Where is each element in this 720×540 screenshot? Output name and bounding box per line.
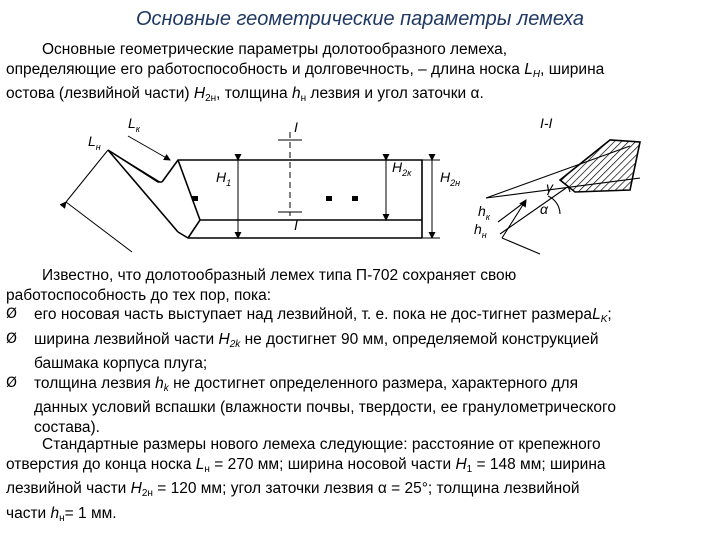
share-outline [108, 150, 422, 238]
label-h2n: $H_{2н}$ [440, 169, 461, 188]
standard-line-1: Стандартные размеры нового лемеха следующие: расстояние от крепежного [42, 436, 601, 453]
std-text-6: = 120 мм; угол заточки лезвия [152, 480, 378, 497]
label-h-k: $h_к$ [478, 203, 491, 222]
std-var-h2n: H [130, 480, 142, 497]
std-var-hn-sub: н [59, 512, 65, 524]
known-line-2: работоспособность до тех пор, пока: [6, 286, 272, 304]
std-text-7: = 25°; толщина лезвийной [386, 480, 580, 497]
known-line-1: Известно, что долотообразный лемех типа П-702 сохраняет свою [42, 267, 517, 284]
conditions-list [6, 305, 714, 437]
intro-line-1 [6, 40, 714, 60]
b1-var: L [592, 306, 601, 323]
standard-line-2 [6, 455, 714, 480]
dimension-lines [66, 132, 440, 252]
b3-text-1: толщина лезвия [34, 374, 156, 392]
list-item [6, 330, 714, 374]
std-text-8: части [6, 504, 51, 522]
var-hn-sub: н [300, 93, 307, 104]
list-item [6, 374, 714, 438]
std-var-hn: h [50, 504, 60, 522]
ploughshare-diagram [0, 112, 720, 260]
label-l-k: $L_к$ [128, 115, 141, 134]
label-i-top: I [294, 119, 298, 135]
intro-paragraph [6, 40, 714, 109]
intro-line-2 [6, 60, 714, 85]
intro-text-6: лезвия и угол заточки [306, 85, 471, 102]
intro-text-2: определяющие его работоспособность и долговечность, – длина носка [6, 60, 525, 78]
intro-text-4: остова (лезвийной части) [6, 85, 194, 102]
standard-line-3 [6, 479, 714, 504]
var-alpha: α [470, 85, 480, 102]
std-text-2: отверстия до конца носка [6, 455, 196, 473]
var-h2n: H [193, 85, 206, 102]
intro-text-3: , ширина [540, 60, 605, 78]
b2-var: H [218, 330, 230, 348]
label-gamma: γ [546, 179, 553, 195]
list-item [6, 305, 714, 330]
b2-var-sub: 2k [229, 338, 241, 350]
var-hn: h [291, 85, 301, 102]
intro-text-5: , толщина [216, 85, 292, 102]
std-text-5: лезвийной части [6, 480, 131, 497]
standard-paragraph [6, 435, 714, 528]
std-var-h2n-sub: 2н [141, 488, 153, 499]
std-var-h1-sub: 1 [466, 463, 473, 475]
std-var-alpha: α [377, 480, 387, 497]
label-section: I-I [540, 115, 553, 131]
std-var-ln: L [195, 455, 205, 473]
intro-text-7: . [479, 85, 484, 102]
var-l-h-sub: H [532, 68, 541, 80]
std-text-9: = 1 мм. [64, 504, 117, 522]
standard-line-4 [6, 504, 714, 529]
std-text-3: = 270 мм; ширина носовой части [209, 455, 456, 473]
label-h2k: $H_{2к}$ [392, 159, 412, 178]
b3-var-sub: k [163, 382, 169, 394]
b1-var-sub: K [600, 314, 608, 325]
b2-text-1: ширина лезвийной части [34, 330, 219, 348]
intro-line-3 [6, 84, 714, 109]
b1-text-2: ; [607, 306, 612, 323]
label-h-n: $h_н$ [474, 221, 487, 240]
share-holes [192, 196, 358, 201]
label-alpha: α [540, 201, 548, 217]
b2-text-2: не достигнет 90 мм, определяемой конструкцией [240, 330, 599, 348]
page-title: Основные геометрические параметры лемеха [135, 8, 585, 30]
section-view [486, 140, 640, 254]
bullet-arrow-icon: Ø [6, 374, 18, 391]
b3-text-2: не достигнет определенного размера, характерного для [168, 374, 578, 392]
bullet-arrow-icon: Ø [6, 306, 18, 322]
label-l-n: $L_н$ [88, 133, 101, 152]
b3-line-2: данных условий вспашки (влажности почвы, твердости, ее гранулометрического [34, 399, 616, 416]
std-text-4: = 148 мм; ширина [472, 455, 606, 473]
var-h2n-sub: 2н [205, 93, 217, 104]
b2-line-2: башмака корпуса плуга; [34, 355, 208, 372]
b1-text-1: его носовая часть выступает над лезвийной, т. е. пока не дос-тигнет размера [34, 306, 593, 323]
diagram-labels [88, 115, 554, 240]
bullet-arrow-icon: Ø [6, 330, 18, 347]
var-l-h: L [524, 60, 533, 78]
b3-line-1 [34, 374, 714, 399]
label-i-bottom: I [294, 217, 298, 233]
std-var-ln-sub: н [204, 463, 210, 475]
std-var-h1: H [455, 455, 467, 473]
b3-line-3: состава). [34, 418, 100, 436]
label-h1: $H_1$ [216, 169, 232, 188]
known-paragraph [6, 266, 714, 305]
b3-var: h [155, 374, 164, 392]
b2-line-1 [34, 330, 714, 355]
intro-text-1: Основные геометрические параметры долотообразного лемеха, [42, 41, 508, 58]
